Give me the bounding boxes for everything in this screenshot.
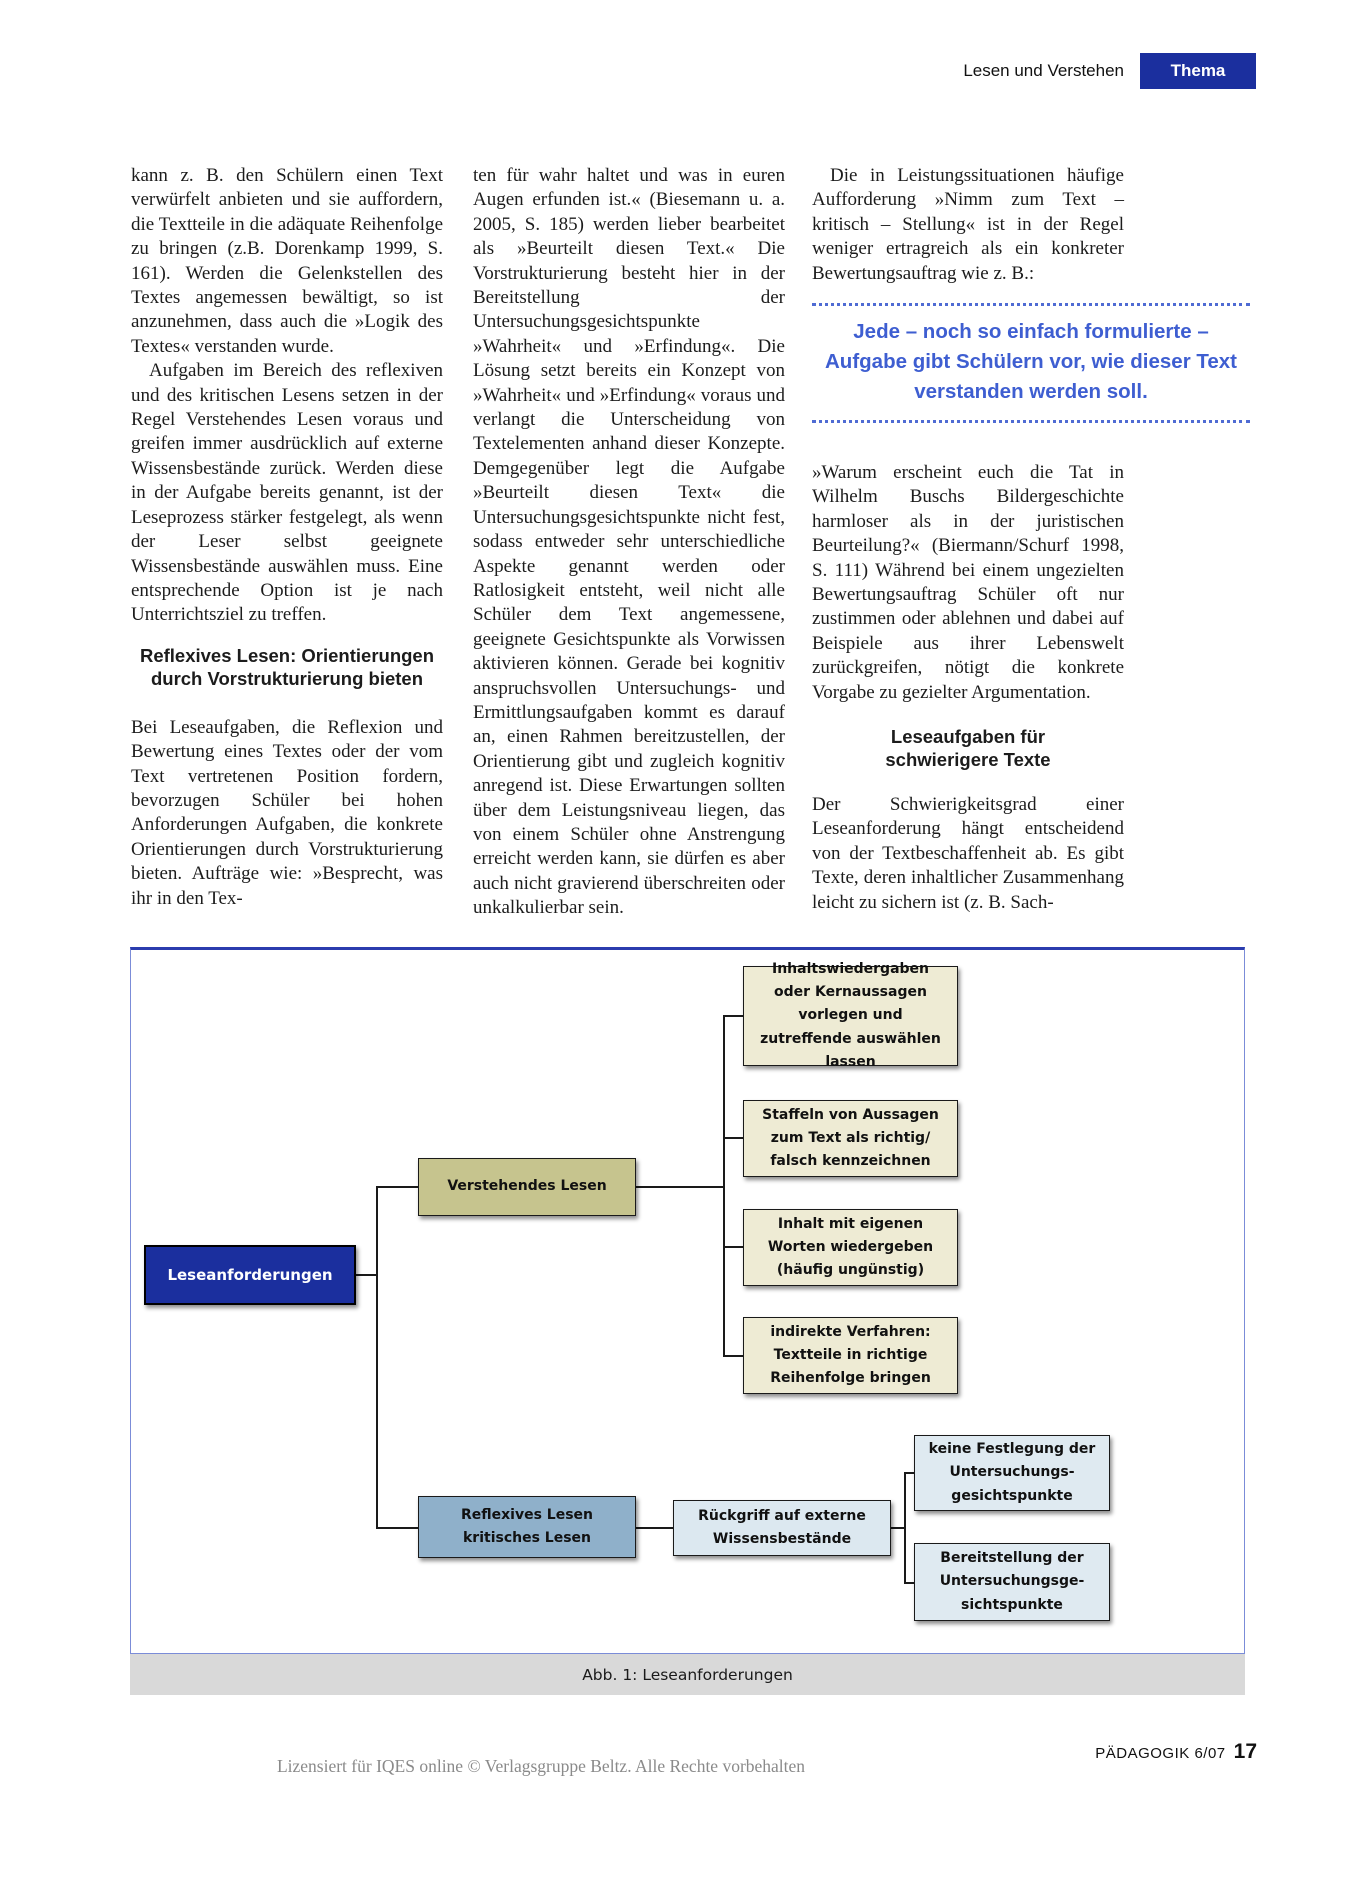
connector-line	[723, 1015, 725, 1357]
page-header	[963, 53, 1256, 89]
node-eigene-worte: Inhalt mit eigenen Worten wiedergeben (häufig ungünstig)	[743, 1209, 958, 1286]
text-column-3-upper	[812, 164, 1124, 286]
connector-line	[356, 1274, 378, 1276]
connector-line	[723, 1246, 745, 1248]
paragraph: Bei Leseaufgaben, die Reflexion und Bewertung eines Textes oder der vom Text vertretenen Position fordern, bevorzugen Schüler bei hohen Anforderungen Aufgaben, die konkrete Orientierungen durch Vorstrukturierung bieten. Aufträge wie: »Besprecht, was ihr in den Tex-	[131, 716, 443, 909]
node-reflexives-kritisches-lesen: Reflexives Lesen kritisches Lesen	[418, 1496, 636, 1558]
node-keine-festlegung: keine Festlegung der Untersuchungs- gesichtspunkte	[914, 1435, 1110, 1511]
page-number: 17	[1233, 1740, 1257, 1763]
pull-quote: Jede – noch so einfach formulierte – Aufgabe gibt Schülern vor, wie dieser Text verstanden werden soll.	[812, 303, 1250, 423]
connector-line	[376, 1527, 420, 1529]
figure-leseanforderungen	[130, 947, 1245, 1695]
paragraph: ten für wahr haltet und was in euren Augen erfunden ist.« (Biesemann u. a. 2005, S. 185) werden lieber bearbeitet als »Beurteilt diesen Text.« Die Vorstrukturierung besteht hier in der Bereitstellung der Untersuchungsgesichtspunkte »Wahrheit« und »Erfindung«. Die Lösung setzt bereits ein Konzept von »Wahrheit« und »Erfindung« voraus und verlangt die Unterscheidung von Textelementen anhand dieser Konzepte. Demgegenüber legt die Aufgabe »Beurteilt diesen Text« die Untersuchungsgesichtspunkte nicht fest, sodass entweder sehr unterschiedliche Aspekte genannt werden oder Ratlosigkeit entsteht, weil nicht alle Schüler dem Text angemessene, geeignete Gesichtspunkte als Vorwissen aktivieren können. Gerade bei kognitiv anspruchsvollen Untersuchungs- und Ermittlungsaufgaben kommt es darauf an, einen Rahmen bereitzustellen, der Orientierung gibt und zugleich kognitiv anregend ist. Diese Erwartungen sollten über dem Leistungsniveau liegen, das von einem Schüler ohne Anstrengung erreicht werden kann, sie dürfen es aber auch nicht gravierend überschreiten oder unkalkulierbar sein.	[473, 165, 785, 919]
subheading-leseaufgaben: Leseaufgaben für schwierigere Texte	[885, 726, 1051, 771]
node-rueckgriff-wissensbestaende: Rückgriff auf externe Wissensbestände	[673, 1500, 891, 1556]
node-bereitstellung: Bereitstellung der Untersuchungsge- sichtspunkte	[914, 1543, 1110, 1621]
paragraph: kann z. B. den Schülern einen Text verwürfelt anbieten und sie auffordern, die Textteile in die adäquate Reihenfolge zu bringen (z.B. Dorenkamp 1999, S. 161). Werden die Gelenkstellen des Textes angemessen bewältigt, so ist anzunehmen, dass auch die »Logik des Textes« verstanden wurde.	[131, 165, 443, 357]
connector-line	[723, 1355, 745, 1357]
journal-footer	[1095, 1740, 1257, 1764]
paragraph: Der Schwierigkeitsgrad einer Leseanforderung hängt entscheidend von der Textbeschaffenheit ab. Es gibt Texte, deren inhaltlicher Zusammenhang leicht zu sichern ist (z. B. Sach-	[812, 794, 1124, 913]
node-leseanforderungen: Leseanforderungen	[144, 1245, 356, 1305]
figure-canvas	[130, 947, 1245, 1654]
node-indirekte-verfahren: indirekte Verfahren: Textteile in richtige Reihenfolge bringen	[743, 1317, 958, 1394]
node-inhaltswiedergaben: Inhaltswiedergaben oder Kernaussagen vorlegen und zutreffende auswählen lassen	[743, 966, 958, 1066]
text-column-1	[131, 164, 443, 911]
text-column-2	[473, 164, 785, 921]
connector-line	[723, 1137, 745, 1139]
journal-title: PÄDAGOGIK 6/07	[1095, 1745, 1226, 1762]
node-staffeln-aussagen: Staffeln von Aussagen zum Text als richtig/ falsch kennzeichnen	[743, 1100, 958, 1177]
connector-line	[723, 1015, 745, 1017]
connector-line	[376, 1186, 378, 1529]
text-column-3-lower	[812, 461, 1124, 915]
node-verstehendes-lesen: Verstehendes Lesen	[418, 1158, 636, 1216]
license-line: Lizensiert für IQES online © Verlagsgruppe Beltz. Alle Rechte vorbehalten	[276, 1756, 806, 1776]
paragraph: Aufgaben im Bereich des reflexiven und des kritischen Lesens setzen in der Regel Verstehendes Lesen voraus und greifen immer ausdrücklich auf externe Wissensbestände zurück. Werden diese in der Aufgabe bereits genannt, ist der Leseprozess stärker festgelegt, als wenn der Leser selbst geeignete Wissensbestände auswählen muss. Eine entsprechende Option ist je nach Unterrichtsziel zu treffen.	[131, 360, 443, 626]
subheading-reflexives-lesen: Reflexives Lesen: Orientierungen durch Vorstrukturierung bieten	[139, 644, 435, 689]
connector-line	[636, 1527, 675, 1529]
connector-line	[904, 1472, 906, 1584]
connector-line	[376, 1186, 420, 1188]
thema-badge: Thema	[1140, 53, 1256, 89]
paragraph: »Warum erscheint euch die Tat in Wilhelm Buschs Bildergeschichte harmloser als in der juristischen Beurteilung?« (Biermann/Schurf 1998, S. 111) Während bei einem ungezielten Bewertungsauftrag Schüler oft nur zustimmen oder ablehnen und dabei auf Beispiele aus ihrer Lebenswelt zurückgreifen, nötigt die konkrete Vorgabe zu gezielter Argumentation.	[812, 462, 1124, 703]
paragraph: Die in Leistungssituationen häufige Aufforderung »Nimm zum Text – kritisch – Stellung« ist in der Regel weniger ertragreich als ein konkreter Bewertungsauftrag wie z. B.:	[812, 165, 1124, 284]
section-label: Lesen und Verstehen	[963, 61, 1124, 80]
figure-caption: Abb. 1: Leseanforderungen	[130, 1654, 1245, 1695]
connector-line	[636, 1186, 725, 1188]
